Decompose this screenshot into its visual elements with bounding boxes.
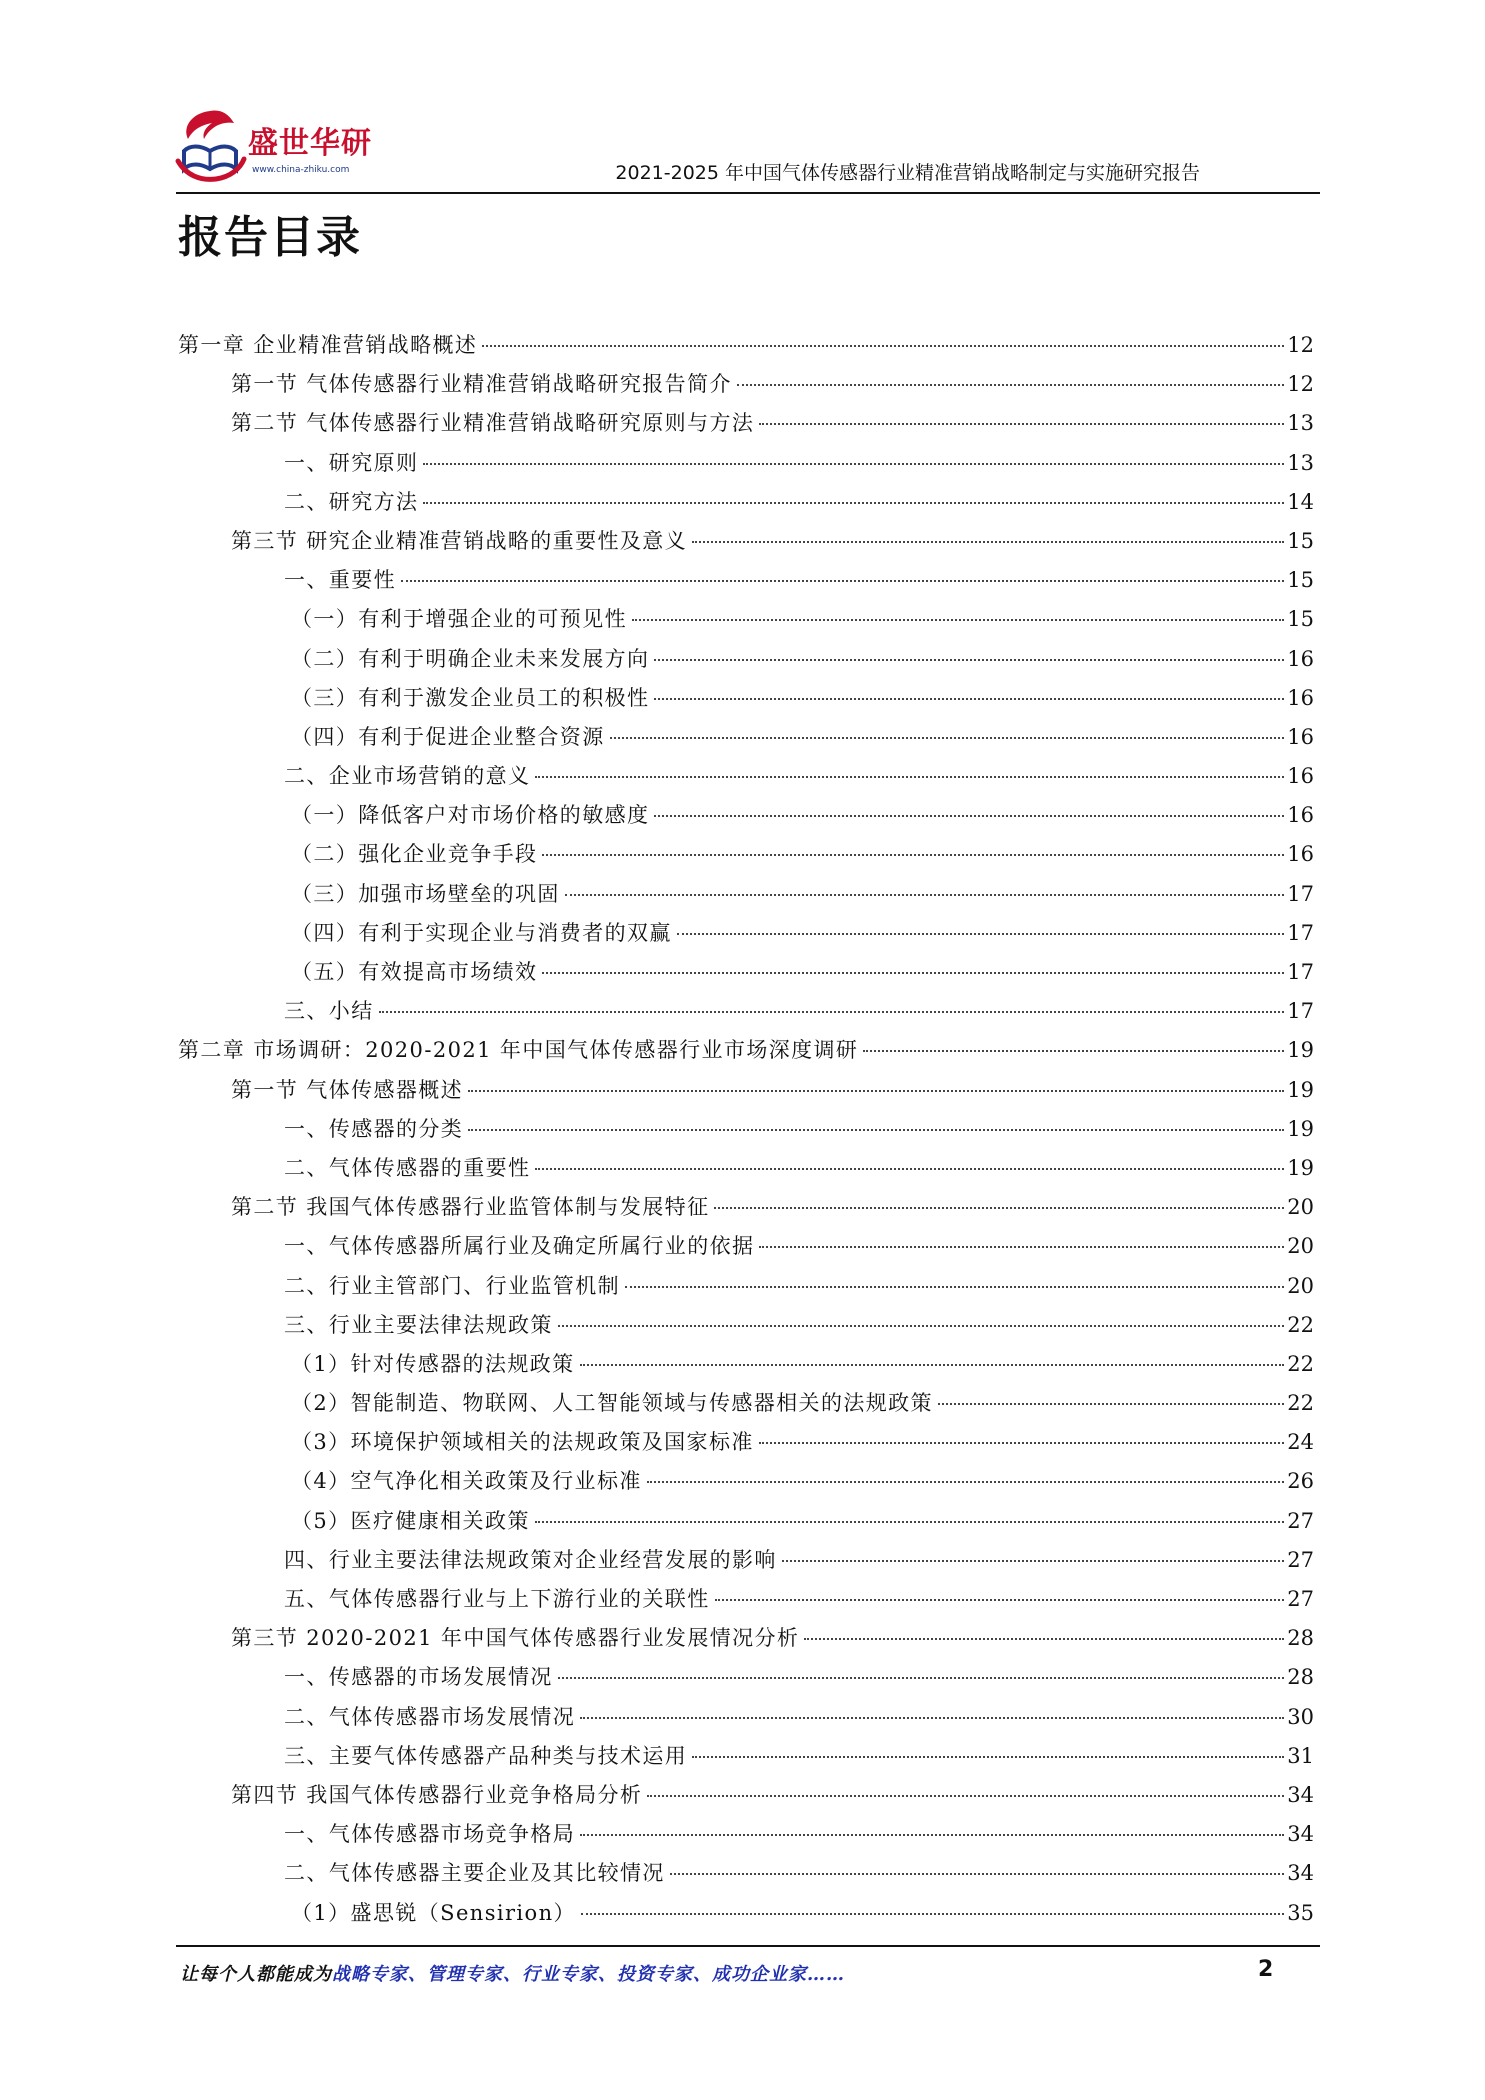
toc-page-number: 19 <box>1287 1038 1314 1063</box>
toc-entry-title: 一、气体传感器所属行业及确定所属行业的依据 <box>284 1234 755 1259</box>
toc-dot-leader <box>482 345 1284 347</box>
toc-dot-leader <box>379 1011 1285 1013</box>
toc-dot-leader <box>670 1873 1284 1875</box>
toc-page-number: 16 <box>1287 685 1314 710</box>
toc-entry[interactable] <box>178 326 1314 365</box>
toc-dot-leader <box>565 894 1284 896</box>
toc-page-number: 15 <box>1287 528 1314 553</box>
toc-dot-leader <box>677 933 1284 935</box>
toc-entry-title: 第三节 研究企业精准营销战略的重要性及意义 <box>231 528 688 553</box>
logo-name: 盛世华研 <box>248 126 372 161</box>
toc-entry[interactable] <box>178 679 1314 718</box>
page-number: 2 <box>1258 1957 1274 1982</box>
toc-entry-title: 三、行业主要法律法规政策 <box>284 1312 553 1337</box>
toc-entry-title: 第一节 气体传感器行业精准营销战略研究报告简介 <box>231 372 732 397</box>
toc-dot-leader <box>468 1129 1284 1131</box>
toc-entry[interactable] <box>178 718 1314 757</box>
toc-entry[interactable] <box>178 1580 1314 1619</box>
toc-page-number: 28 <box>1287 1665 1314 1690</box>
toc-page-number: 35 <box>1287 1900 1314 1925</box>
toc-entry-title: 第二节 气体传感器行业精准营销战略研究原则与方法 <box>231 411 755 436</box>
toc-page-number: 26 <box>1287 1469 1314 1494</box>
toc-dot-leader <box>535 1521 1285 1523</box>
toc-entry-title: 二、行业主管部门、行业监管机制 <box>284 1273 620 1298</box>
toc-dot-leader <box>759 423 1284 425</box>
toc-page-number: 34 <box>1287 1822 1314 1847</box>
toc-entry[interactable] <box>178 1031 1314 1070</box>
toc-dot-leader <box>737 384 1284 386</box>
toc-dot-leader <box>782 1560 1284 1562</box>
toc-entry-title: 第三节 2020-2021 年中国气体传感器行业发展情况分析 <box>231 1626 800 1651</box>
toc-page-number: 16 <box>1287 803 1314 828</box>
toc-entry[interactable] <box>178 1854 1314 1893</box>
toc-entry-title: （1）针对传感器的法规政策 <box>291 1351 575 1376</box>
toc-entry-title: 第四节 我国气体传感器行业竞争格局分析 <box>231 1782 643 1807</box>
toc-page-number: 13 <box>1287 411 1314 436</box>
toc-dot-leader <box>714 1207 1284 1209</box>
toc-entry[interactable] <box>178 796 1314 835</box>
toc-dot-leader <box>759 1442 1285 1444</box>
toc-entry-title: 二、气体传感器市场发展情况 <box>284 1704 576 1729</box>
toc-entry[interactable] <box>178 1149 1314 1188</box>
toc-entry[interactable] <box>178 992 1314 1031</box>
toc-page-number: 13 <box>1287 450 1314 475</box>
toc-dot-leader <box>401 580 1284 582</box>
toc-dot-leader <box>542 854 1284 856</box>
toc-page-number: 27 <box>1287 1508 1314 1533</box>
toc-dot-leader <box>632 619 1284 621</box>
toc-entry-title: 第二节 我国气体传感器行业监管体制与发展特征 <box>231 1195 710 1220</box>
toc-entry[interactable] <box>178 1658 1314 1697</box>
toc-entry-title: （三）加强市场壁垒的巩固 <box>291 881 560 906</box>
toc-dot-leader <box>423 463 1284 465</box>
toc-entry[interactable] <box>178 444 1314 483</box>
toc-entry-title: （二）强化企业竞争手段 <box>291 842 538 867</box>
toc-dot-leader <box>610 737 1285 739</box>
toc-dot-leader <box>581 1913 1284 1915</box>
toc-entry-title: （一）有利于增强企业的可预见性 <box>291 607 627 632</box>
toc-entry-title: （四）有利于实现企业与消费者的双赢 <box>291 920 672 945</box>
toc-entry[interactable] <box>178 600 1314 639</box>
toc-entry[interactable] <box>178 1462 1314 1501</box>
toc-page-number: 15 <box>1287 607 1314 632</box>
toc-entry[interactable] <box>178 1815 1314 1854</box>
toc-entry[interactable] <box>178 1110 1314 1149</box>
toc-entry[interactable] <box>178 1776 1314 1815</box>
table-of-contents <box>178 326 1314 1933</box>
toc-page-number: 27 <box>1287 1587 1314 1611</box>
toc-entry[interactable] <box>178 835 1314 874</box>
toc-entry[interactable] <box>178 1894 1314 1933</box>
toc-entry[interactable] <box>178 1306 1314 1345</box>
toc-dot-leader <box>647 1481 1285 1483</box>
toc-entry-title: 一、气体传感器市场竞争格局 <box>284 1822 576 1847</box>
toc-entry-title: 一、传感器的市场发展情况 <box>284 1665 553 1690</box>
toc-entry[interactable] <box>178 561 1314 600</box>
toc-entry[interactable] <box>178 1541 1314 1580</box>
toc-page-number: 31 <box>1287 1743 1314 1768</box>
toc-entry-title: 一、重要性 <box>284 568 396 593</box>
toc-page-number: 16 <box>1287 842 1314 867</box>
toc-entry-title: （2）智能制造、物联网、人工智能领域与传感器相关的法规政策 <box>291 1391 933 1416</box>
toc-entry[interactable] <box>178 1188 1314 1227</box>
toc-dot-leader <box>580 1717 1284 1719</box>
toc-page-number: 22 <box>1287 1312 1314 1337</box>
toc-page-number: 22 <box>1287 1351 1314 1376</box>
toc-page-number: 17 <box>1287 881 1314 906</box>
toc-page-number: 19 <box>1287 1116 1314 1141</box>
toc-dot-leader <box>654 698 1284 700</box>
toc-dot-leader <box>715 1599 1285 1601</box>
toc-entry[interactable] <box>178 365 1314 404</box>
toc-dot-leader <box>535 1168 1284 1170</box>
footer-slogan-prefix: 让每个人都能成为 <box>180 1964 332 1985</box>
toc-dot-leader <box>654 815 1284 817</box>
toc-page-number: 22 <box>1287 1391 1314 1416</box>
toc-entry-title: （3）环境保护领域相关的法规政策及国家标准 <box>291 1430 754 1455</box>
toc-entry-title: 第二章 市场调研：2020-2021 年中国气体传感器行业市场深度调研 <box>178 1038 859 1063</box>
toc-dot-leader <box>938 1403 1284 1405</box>
toc-page-number: 16 <box>1287 724 1314 749</box>
toc-dot-leader <box>558 1325 1284 1327</box>
toc-dot-leader <box>692 541 1284 543</box>
toc-entry-title: 五、气体传感器行业与上下游行业的关联性 <box>284 1587 710 1611</box>
toc-page-number: 27 <box>1287 1547 1314 1572</box>
toc-dot-leader <box>468 1090 1284 1092</box>
toc-page-number: 17 <box>1287 920 1314 945</box>
toc-page-number: 19 <box>1287 1155 1314 1180</box>
toc-entry[interactable] <box>178 1345 1314 1384</box>
book-swoosh-logo-icon <box>170 105 250 185</box>
toc-entry[interactable] <box>178 1737 1314 1776</box>
toc-entry[interactable] <box>178 1384 1314 1423</box>
toc-dot-leader <box>423 502 1284 504</box>
toc-entry-title: 第一节 气体传感器概述 <box>231 1077 464 1102</box>
toc-entry-title: （四）有利于促进企业整合资源 <box>291 724 605 749</box>
toc-entry-title: 四、行业主要法律法规政策对企业经营发展的影响 <box>284 1547 777 1572</box>
toc-page-number: 24 <box>1287 1430 1314 1455</box>
toc-entry-title: （五）有效提高市场绩效 <box>291 960 538 984</box>
footer-slogan-highlight: 战略专家、管理专家、行业专家、投资专家、成功企业家…… <box>332 1964 845 1985</box>
toc-dot-leader <box>535 776 1284 778</box>
toc-entry[interactable] <box>178 757 1314 796</box>
footer-divider <box>176 1945 1320 1947</box>
page-title: 报告目录 <box>178 212 362 263</box>
toc-page-number: 16 <box>1287 764 1314 789</box>
toc-dot-leader <box>759 1246 1284 1248</box>
toc-page-number: 20 <box>1287 1195 1314 1220</box>
toc-page-number: 34 <box>1287 1861 1314 1886</box>
toc-entry[interactable] <box>178 1071 1314 1110</box>
toc-entry-title: 二、气体传感器的重要性 <box>284 1155 531 1180</box>
toc-dot-leader <box>863 1050 1284 1052</box>
toc-dot-leader <box>625 1286 1284 1288</box>
toc-dot-leader <box>804 1638 1284 1640</box>
header-divider <box>176 192 1320 194</box>
toc-entry-title: 二、企业市场营销的意义 <box>284 764 531 789</box>
company-logo <box>170 105 400 185</box>
report-title: 2021-2025 年中国气体传感器行业精准营销战略制定与实施研究报告 <box>615 162 1200 184</box>
toc-dot-leader <box>542 972 1284 974</box>
toc-entry-title: 二、研究方法 <box>284 489 419 514</box>
toc-entry[interactable] <box>178 1227 1314 1266</box>
toc-page-number: 28 <box>1287 1626 1314 1651</box>
toc-entry-title: 二、气体传感器主要企业及其比较情况 <box>284 1861 665 1886</box>
toc-page-number: 19 <box>1287 1077 1314 1102</box>
toc-page-number: 30 <box>1287 1704 1314 1729</box>
toc-entry[interactable] <box>178 1502 1314 1541</box>
toc-dot-leader <box>558 1677 1284 1679</box>
toc-entry-title: 一、研究原则 <box>284 450 419 475</box>
toc-entry[interactable] <box>178 1619 1314 1658</box>
toc-page-number: 12 <box>1287 372 1314 397</box>
toc-entry[interactable] <box>178 1267 1314 1306</box>
footer-slogan <box>180 1960 845 1986</box>
toc-entry[interactable] <box>178 914 1314 953</box>
toc-entry-title: 第一章 企业精准营销战略概述 <box>178 333 478 357</box>
toc-entry[interactable] <box>178 953 1314 992</box>
toc-entry-title: （二）有利于明确企业未来发展方向 <box>291 646 650 671</box>
toc-page-number: 20 <box>1287 1273 1314 1298</box>
toc-page-number: 17 <box>1287 960 1314 984</box>
toc-entry[interactable] <box>178 875 1314 914</box>
toc-dot-leader <box>647 1795 1284 1797</box>
toc-page-number: 34 <box>1287 1782 1314 1807</box>
toc-entry-title: （三）有利于激发企业员工的积极性 <box>291 685 650 710</box>
toc-dot-leader <box>580 1364 1285 1366</box>
toc-entry-title: （5）医疗健康相关政策 <box>291 1508 530 1533</box>
toc-entry-title: （4）空气净化相关政策及行业标准 <box>291 1469 642 1494</box>
toc-entry[interactable] <box>178 1698 1314 1737</box>
toc-entry-title: （一）降低客户对市场价格的敏感度 <box>291 803 650 828</box>
toc-dot-leader <box>692 1756 1284 1758</box>
toc-page-number: 16 <box>1287 646 1314 671</box>
toc-entry[interactable] <box>178 640 1314 679</box>
toc-page-number: 14 <box>1287 489 1314 514</box>
toc-dot-leader <box>580 1834 1284 1836</box>
logo-url: www.china-zhiku.com <box>252 165 350 175</box>
toc-entry[interactable] <box>178 483 1314 522</box>
toc-entry-title: （1）盛思锐（Sensirion） <box>291 1900 576 1925</box>
toc-entry-title: 一、传感器的分类 <box>284 1116 464 1141</box>
toc-entry[interactable] <box>178 522 1314 561</box>
toc-entry-title: 三、小结 <box>284 999 374 1024</box>
toc-page-number: 15 <box>1287 568 1314 593</box>
toc-page-number: 20 <box>1287 1234 1314 1259</box>
toc-entry-title: 三、主要气体传感器产品种类与技术运用 <box>284 1743 688 1768</box>
toc-entry[interactable] <box>178 404 1314 443</box>
toc-page-number: 17 <box>1287 999 1314 1024</box>
toc-dot-leader <box>654 659 1284 661</box>
toc-page-number: 12 <box>1287 333 1314 357</box>
toc-entry[interactable] <box>178 1423 1314 1462</box>
